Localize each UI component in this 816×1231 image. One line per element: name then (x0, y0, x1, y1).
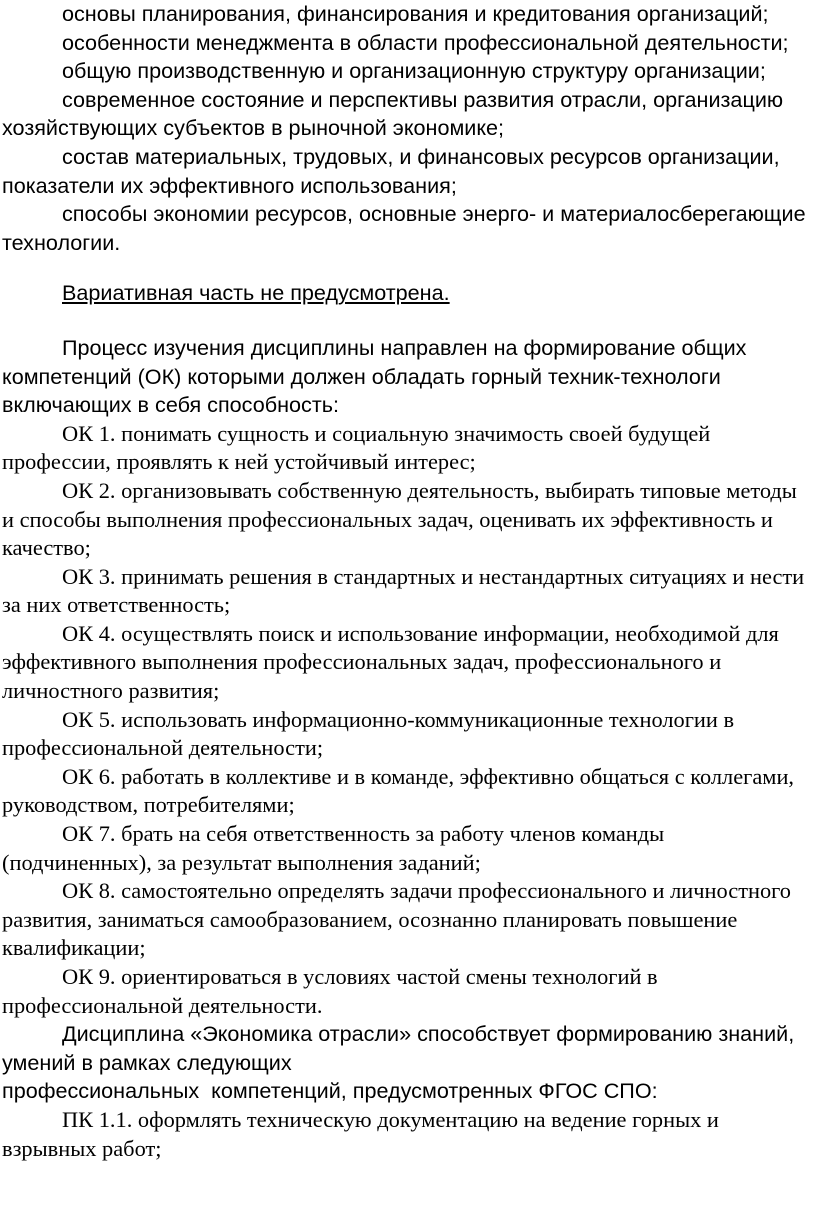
knowledge-item: основы планирования, финансирования и кредитования организаций; (62, 1, 769, 26)
knowledge-item: состав материальных, трудовых, и финансовых ресурсов организации, показатели их эффективного использования; (2, 143, 780, 198)
pk-list (2, 1106, 814, 1163)
knowledge-item: современное состояние и перспективы развития отрасли, организацию хозяйствующих субъектов в рыночной экономике; (2, 86, 784, 141)
ok-item: ОК 2. организовывать собственную деятельность, выбирать типовые методы и способы выполнения профессиональных задач, оценивать их эффективность и качество; (2, 477, 797, 561)
pk-intro (2, 1020, 814, 1106)
variative-note: Вариативная часть не предусмотрена. (62, 280, 450, 306)
pk-intro-line-2: профессиональных компетенций, предусмотренных ФГОС СПО: (2, 1078, 658, 1104)
knowledge-list (2, 0, 814, 257)
variative-note-paragraph (2, 279, 814, 308)
ok-item: ОК 8. самостоятельно определять задачи профессионального и личностного развития, заниматься самообразованием, осознанно планировать повышение квалификации; (2, 878, 791, 961)
ok-item: ОК 3. принимать решения в стандартных и нестандартных ситуациях и нести за них ответственность; (2, 563, 805, 618)
ok-item: ОК 5. использовать информационно-коммуникационные технологии в профессиональной деятельности; (2, 706, 735, 761)
knowledge-item: общую производственную и организационную структуру организации; (62, 58, 766, 84)
pk-intro-line-1: Дисциплина «Экономика отрасли» способствует формированию знаний, умений в рамках следующих (2, 1021, 795, 1075)
ok-item: ОК 4. осуществлять поиск и использование информации, необходимой для эффективного выполнения профессиональных задач, профессионального и личностного развития; (2, 620, 779, 704)
pk-item: ПК 1.1. оформлять техническую документацию на ведение горных и взрывных работ; (2, 1106, 719, 1161)
ok-item: ОК 6. работать в коллективе и в команде, эффективно общаться с коллегами, руководством, потребителями; (2, 763, 795, 818)
ok-item: ОК 7. брать на себя ответственность за работу членов команды (подчиненных), за результат выполнения заданий; (2, 821, 665, 875)
ok-intro: Процесс изучения дисциплины направлен на формирование общих компетенций (ОК) которыми должен обладать горный техник-технологи включающих в себя способность: (2, 334, 747, 418)
ok-item: ОК 9. ориентироваться в условиях частой смены технологий в профессиональной деятельности. (2, 964, 658, 1018)
ok-list (2, 420, 814, 1020)
knowledge-item: способы экономии ресурсов, основные энерго- и материалосберегающие технологии. (2, 201, 806, 255)
ok-item: ОК 1. понимать сущность и социальную значимость своей будущей профессии, проявлять к ней устойчивый интерес; (2, 420, 711, 475)
knowledge-item: особенности менеджмента в области профессиональной деятельности; (62, 29, 789, 55)
